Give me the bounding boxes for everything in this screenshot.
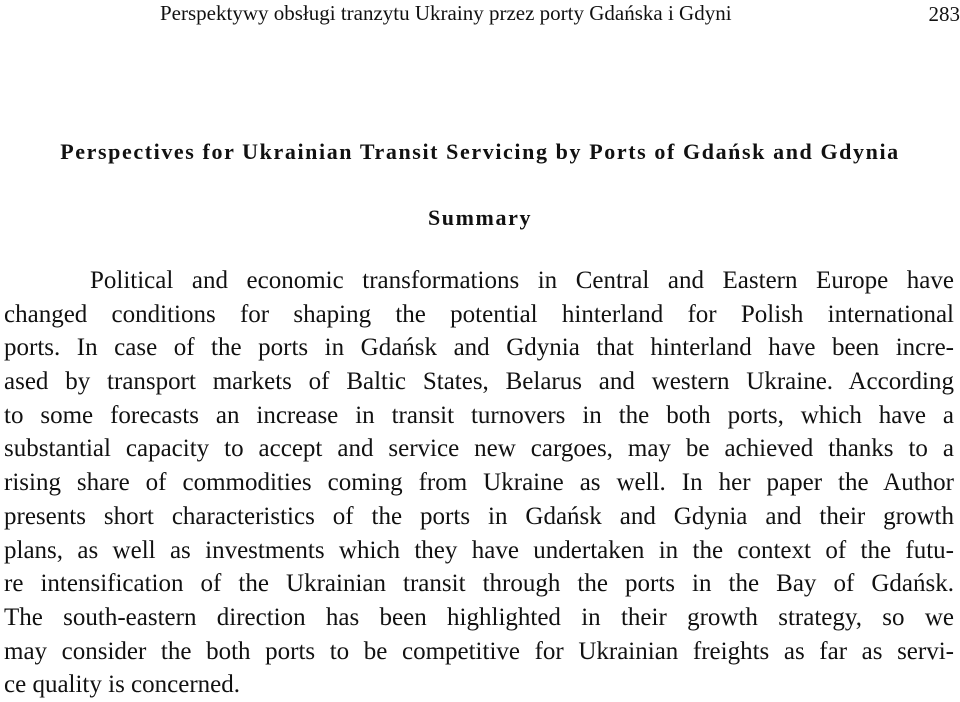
summary-line: may consider the both ports to be competitive for Ukrainian freights as far as servi- [4,635,954,669]
running-header-title: Perspektywy obsługi tranzytu Ukrainy przez porty Gdańska i Gdyni [160,1,732,25]
summary-heading: Summary [0,204,960,232]
summary-line: ports. In case of the ports in Gdańsk and Gdynia that hinterland have been incre- [4,331,954,365]
summary-line: to some forecasts an increase in transit turnovers in the both ports, which have a [4,399,954,433]
summary-line: substantial capacity to accept and service new cargoes, may be achieved thanks to a [4,432,954,466]
summary-line: ased by transport markets of Baltic States, Belarus and western Ukraine. According [4,365,954,399]
page-number: 283 [929,2,960,26]
summary-line: Political and economic transformations in Central and Eastern Europe have [4,264,954,298]
summary-paragraph [4,264,954,702]
summary-line: presents short characteristics of the ports in Gdańsk and Gdynia and their growth [4,500,954,534]
summary-line: plans, as well as investments which they have undertaken in the context of the futu- [4,534,954,568]
summary-line: The south-eastern direction has been highlighted in their growth strategy, so we [4,601,954,635]
summary-line: ce quality is concerned. [4,668,954,702]
article-title: Perspectives for Ukrainian Transit Servicing by Ports of Gdańsk and Gdynia [0,138,960,166]
summary-line: changed conditions for shaping the potential hinterland for Polish international [4,298,954,332]
summary-line: rising share of commodities coming from Ukraine as well. In her paper the Author [4,466,954,500]
running-header [0,0,960,30]
summary-line: re intensification of the Ukrainian transit through the ports in the Bay of Gdańsk. [4,567,954,601]
